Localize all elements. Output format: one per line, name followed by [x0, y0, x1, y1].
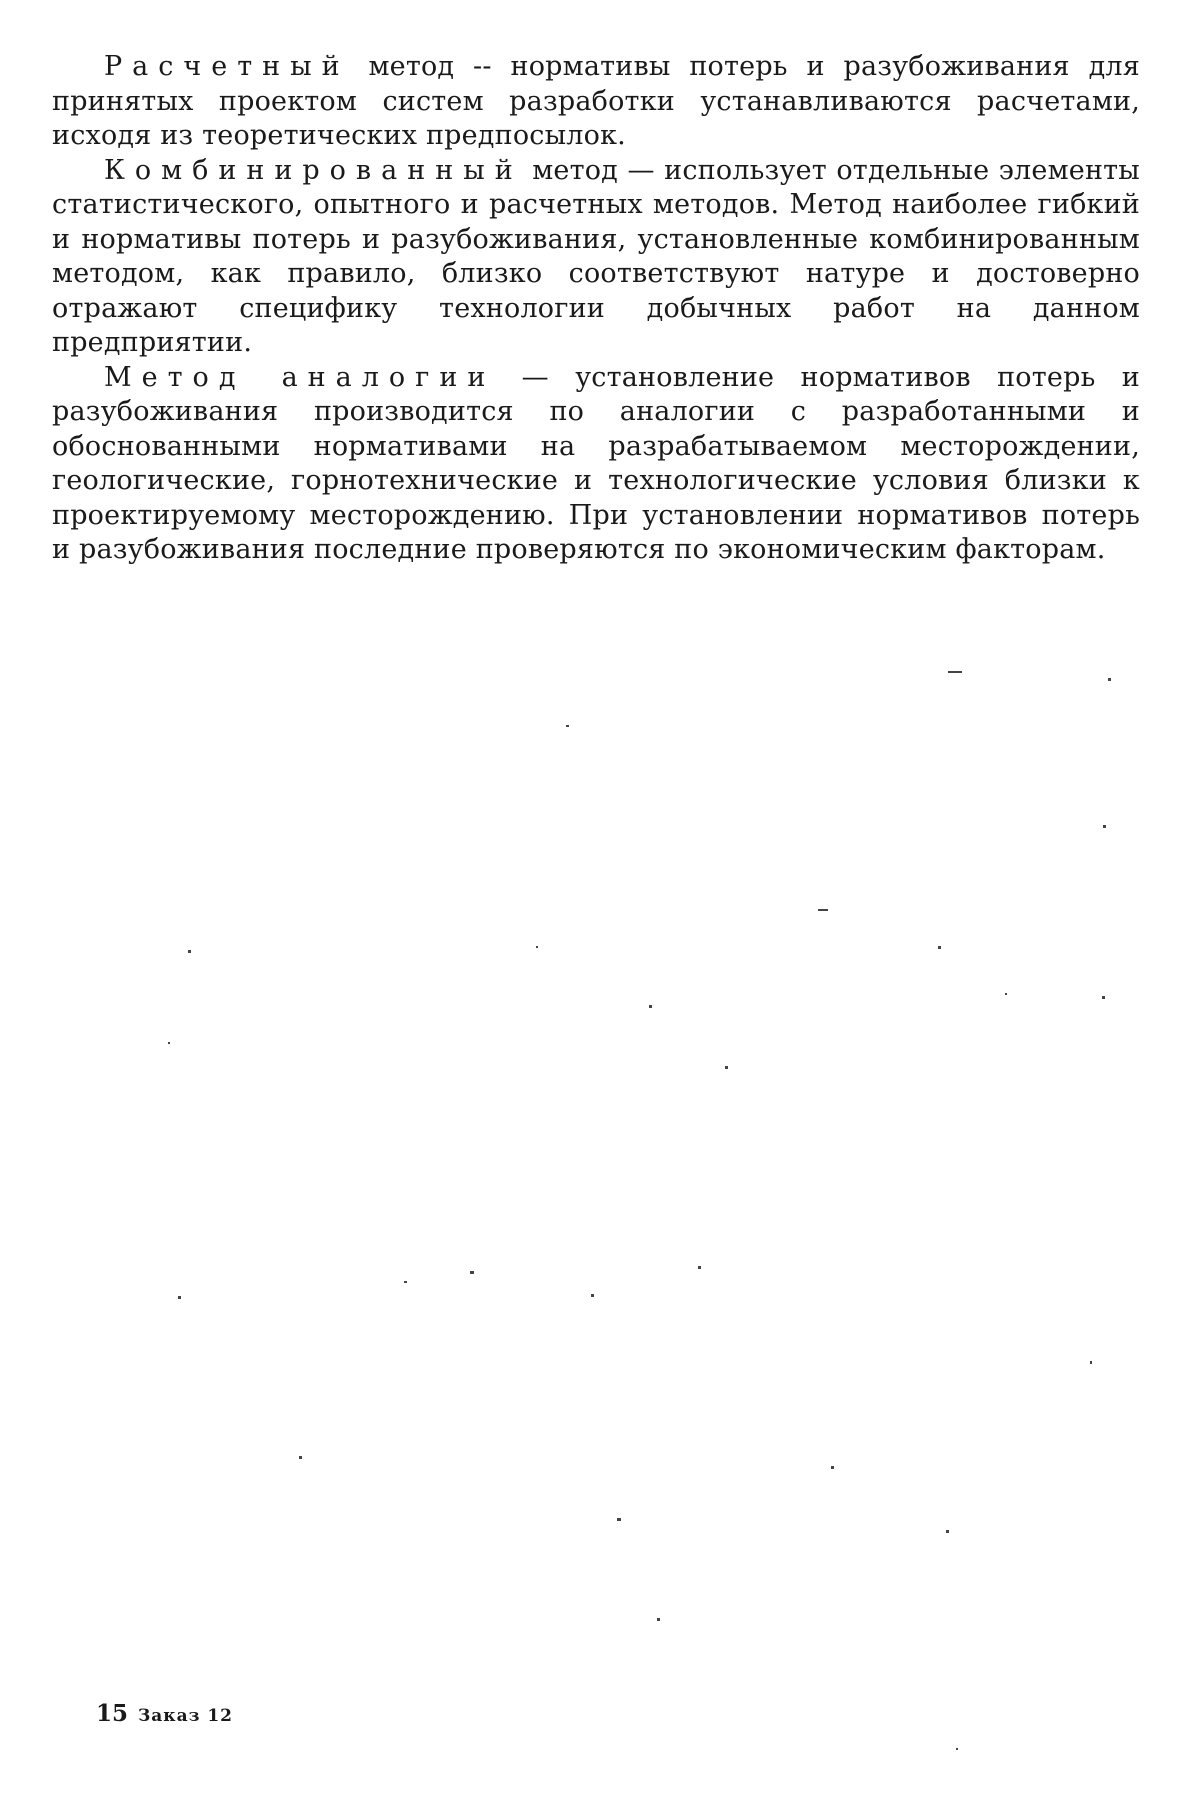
scan-speck: [299, 1456, 302, 1459]
scan-speck: [566, 725, 569, 727]
term-analogy: Метод аналогии: [104, 361, 496, 393]
scan-speck: [1090, 1361, 1092, 1364]
scan-speck: [617, 1518, 621, 1521]
paragraph-analogy-method: [52, 361, 1140, 568]
scan-speck: [404, 1281, 407, 1283]
signature-number: 15: [96, 1700, 129, 1727]
scan-speck: [1102, 996, 1105, 999]
scan-speck: [946, 1530, 949, 1533]
scan-speck: [725, 1066, 728, 1069]
scan-speck: [818, 909, 828, 911]
scan-speck: [657, 1618, 660, 1621]
scan-speck: [1005, 993, 1007, 995]
paragraph-combined-method: [52, 154, 1140, 361]
term-combined: Комбинированный: [104, 154, 523, 186]
scan-speck: [956, 1748, 958, 1750]
term-calculation: Расчетный: [104, 51, 350, 82]
scan-speck: [649, 1005, 652, 1008]
scan-speck: [1108, 678, 1111, 681]
page-footer: [96, 1700, 233, 1727]
scan-speck: [470, 1271, 474, 1274]
scan-speck: [948, 671, 962, 673]
paragraph-text: — установление нормативов потерь и разубоживания производится по аналогии с разработанными и обоснованными нормативами на разрабатываемом месторождении, геологические, горнотехнические и технологические условия близки к проектируемому месторождению. При установлении нормативов потерь и разубоживания последние проверяются по экономическим факторам.: [52, 361, 1141, 565]
scan-speck: [831, 1466, 834, 1469]
scan-speck: [536, 946, 538, 948]
paragraph-text: метод -- нормативы потерь и разубоживания для принятых проектом систем разработки устанавливаются расчетами, исходя из теоретических предпосылок.: [52, 51, 1140, 151]
print-order: Заказ 12: [138, 1706, 234, 1726]
scan-speck: [698, 1266, 701, 1269]
scan-speck: [591, 1294, 594, 1297]
scan-speck: [188, 950, 191, 953]
scan-speck: [938, 946, 941, 949]
paragraph-text: метод — использует отдельные элементы статистического, опытного и расчетных методов. Метод наиболее гибкий и нормативы потерь и разубоживания, установленные комбинированным методом, как правило, близко соответствуют натуре и достоверно отражают специфику технологии добычных работ на данном предприятии.: [52, 154, 1140, 358]
scan-speck: [178, 1296, 181, 1299]
body-text: [52, 50, 1140, 568]
scan-speck: [1103, 825, 1106, 828]
scan-speck: [168, 1042, 170, 1044]
paragraph-calculation-method: [52, 50, 1140, 154]
